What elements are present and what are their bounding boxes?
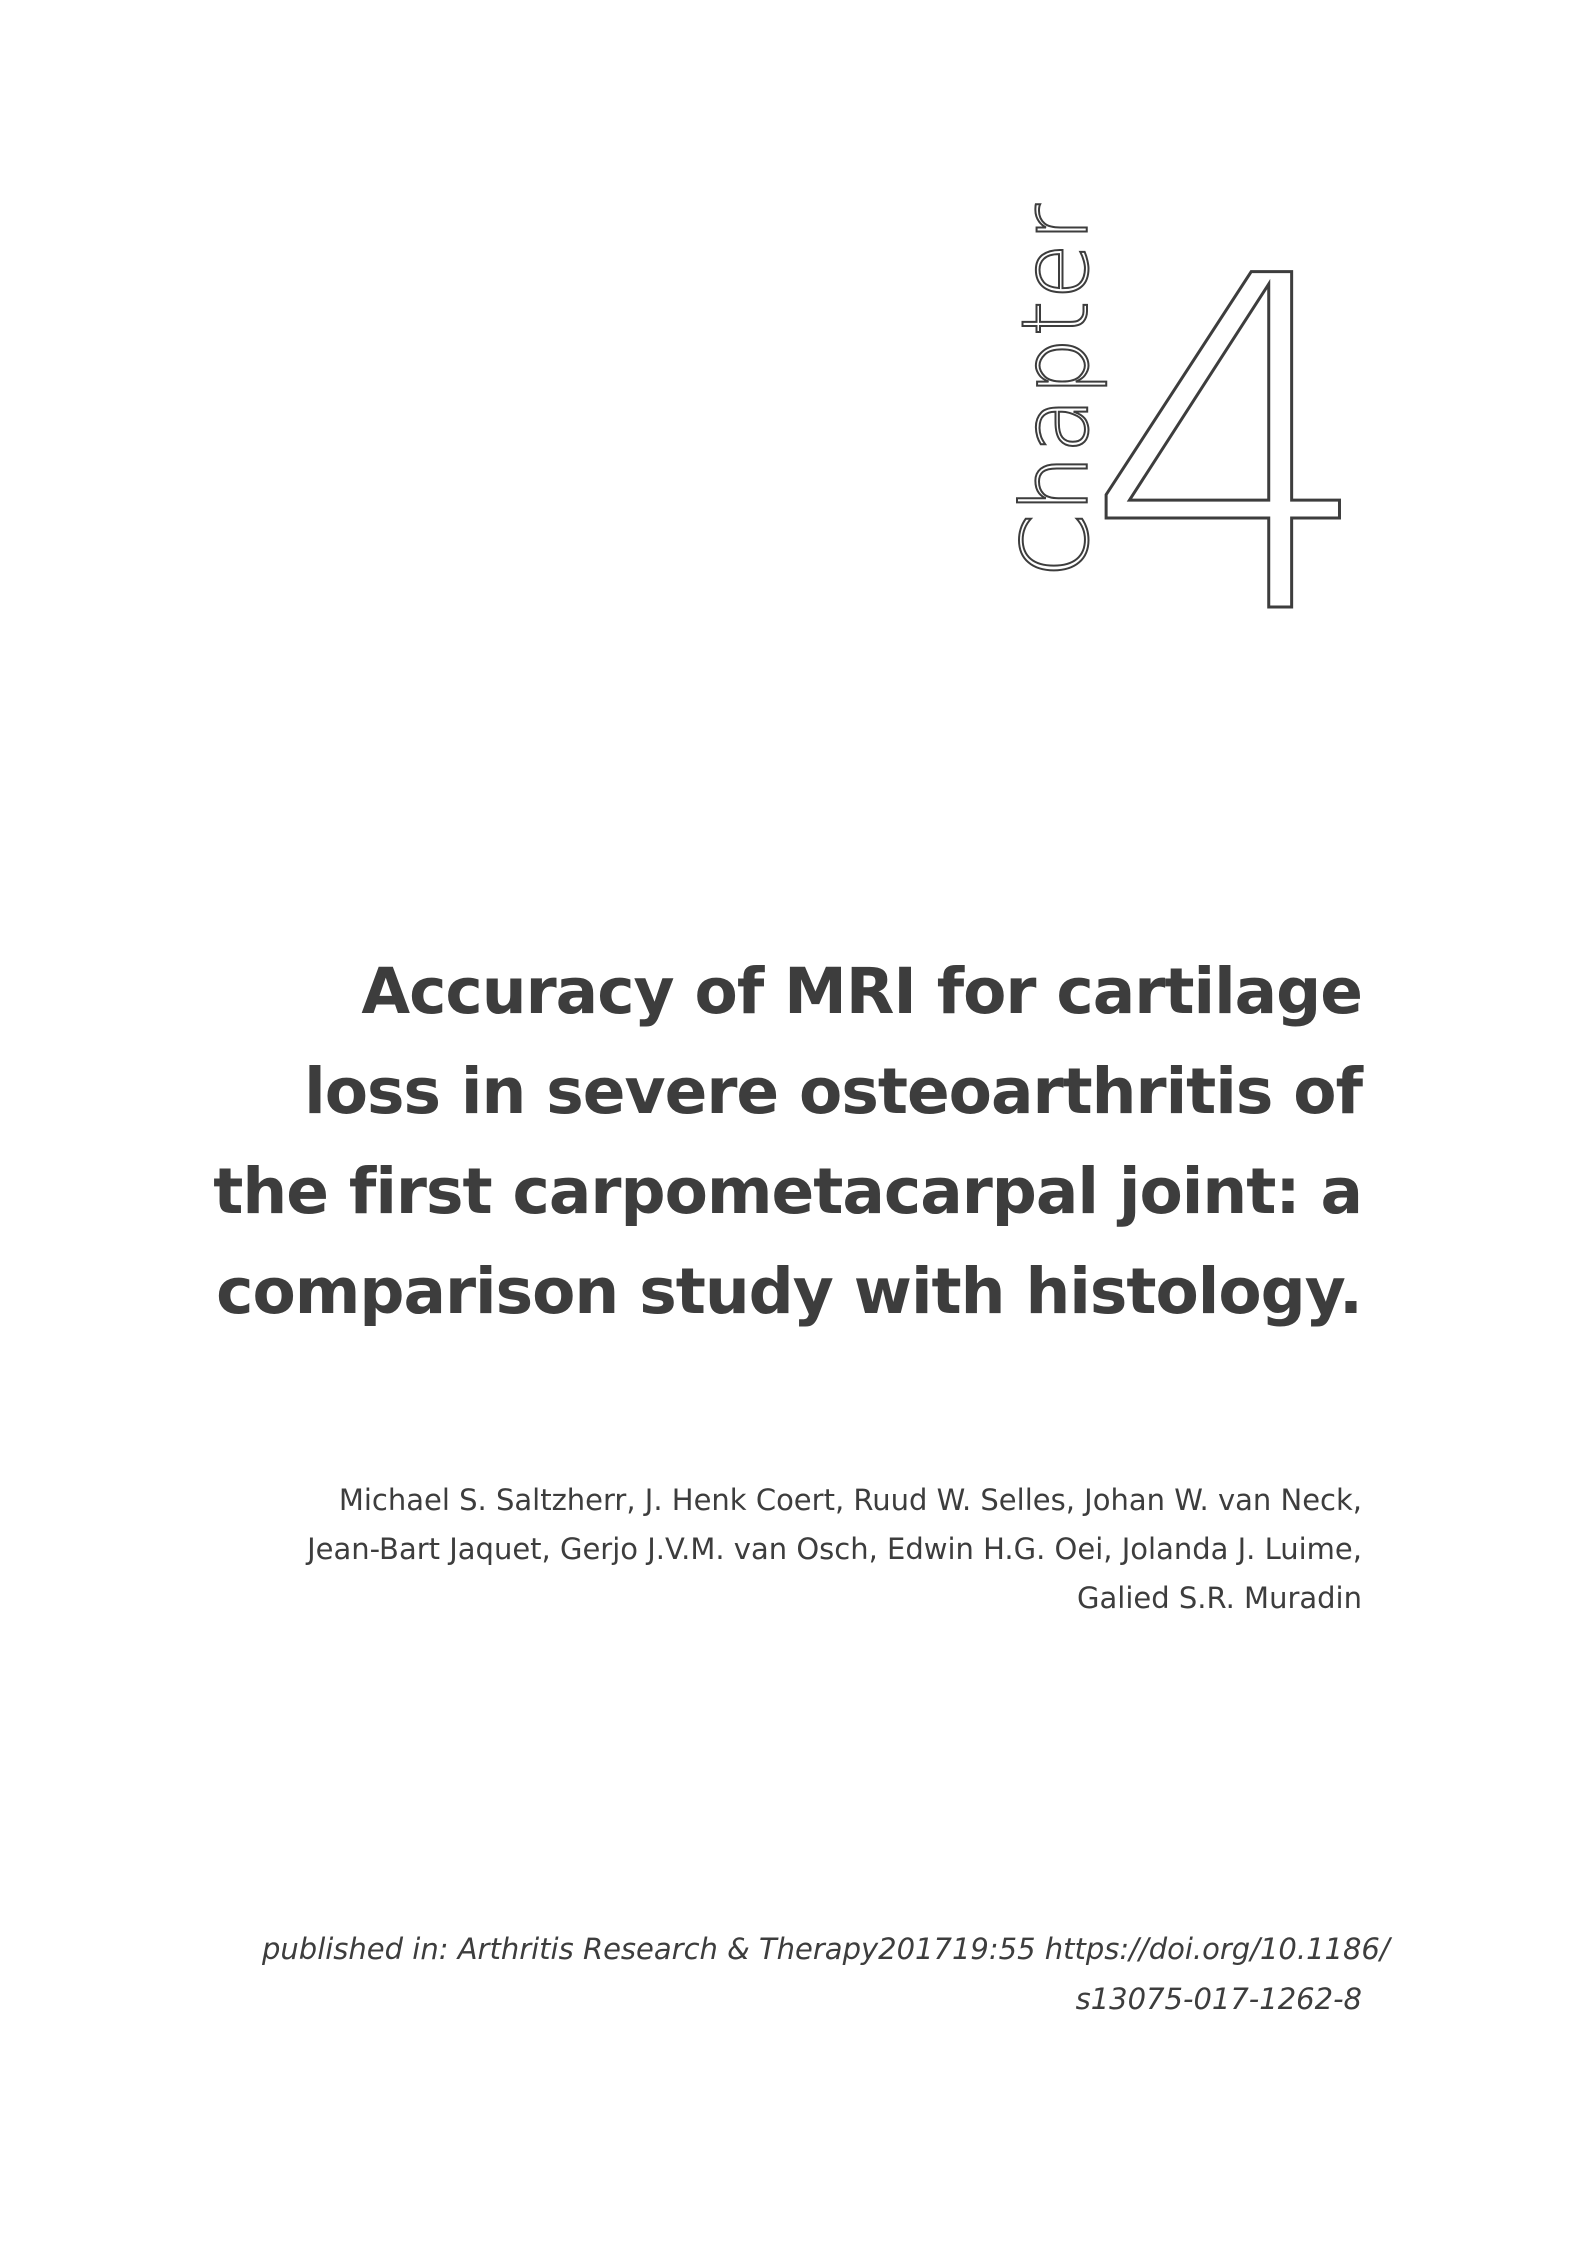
chapter-label: Chapter: [1002, 203, 1109, 578]
author-line: Jean-Bart Jaquet, Gerjo J.V.M. van Osch, Edwin H.G. Oei, Jolanda J. Luime,: [307, 1532, 1362, 1566]
paper-title: [182, 942, 1362, 1342]
publication-info: [262, 1924, 1390, 2024]
publication-line: published in: Arthritis Research & Therapy201719:55 https://doi.org/10.1186/: [262, 1932, 1390, 1966]
author-line: Galied S.R. Muradin: [1077, 1581, 1362, 1615]
author-line: Michael S. Saltzherr, J. Henk Coert, Ruud W. Selles, Johan W. van Neck,: [338, 1483, 1362, 1517]
title-line: comparison study with histology.: [216, 1255, 1362, 1328]
chapter-number-graphic: [1080, 235, 1380, 625]
title-line: the first carpometacarpal joint: a: [213, 1155, 1362, 1228]
publication-line: s13075-017-1262-8: [1075, 1982, 1362, 2016]
title-line: Accuracy of MRI for cartilage: [361, 955, 1362, 1028]
title-line: loss in severe osteoarthritis of: [304, 1055, 1362, 1128]
chapter-number: 4: [1083, 235, 1377, 625]
author-list: [262, 1476, 1362, 1623]
